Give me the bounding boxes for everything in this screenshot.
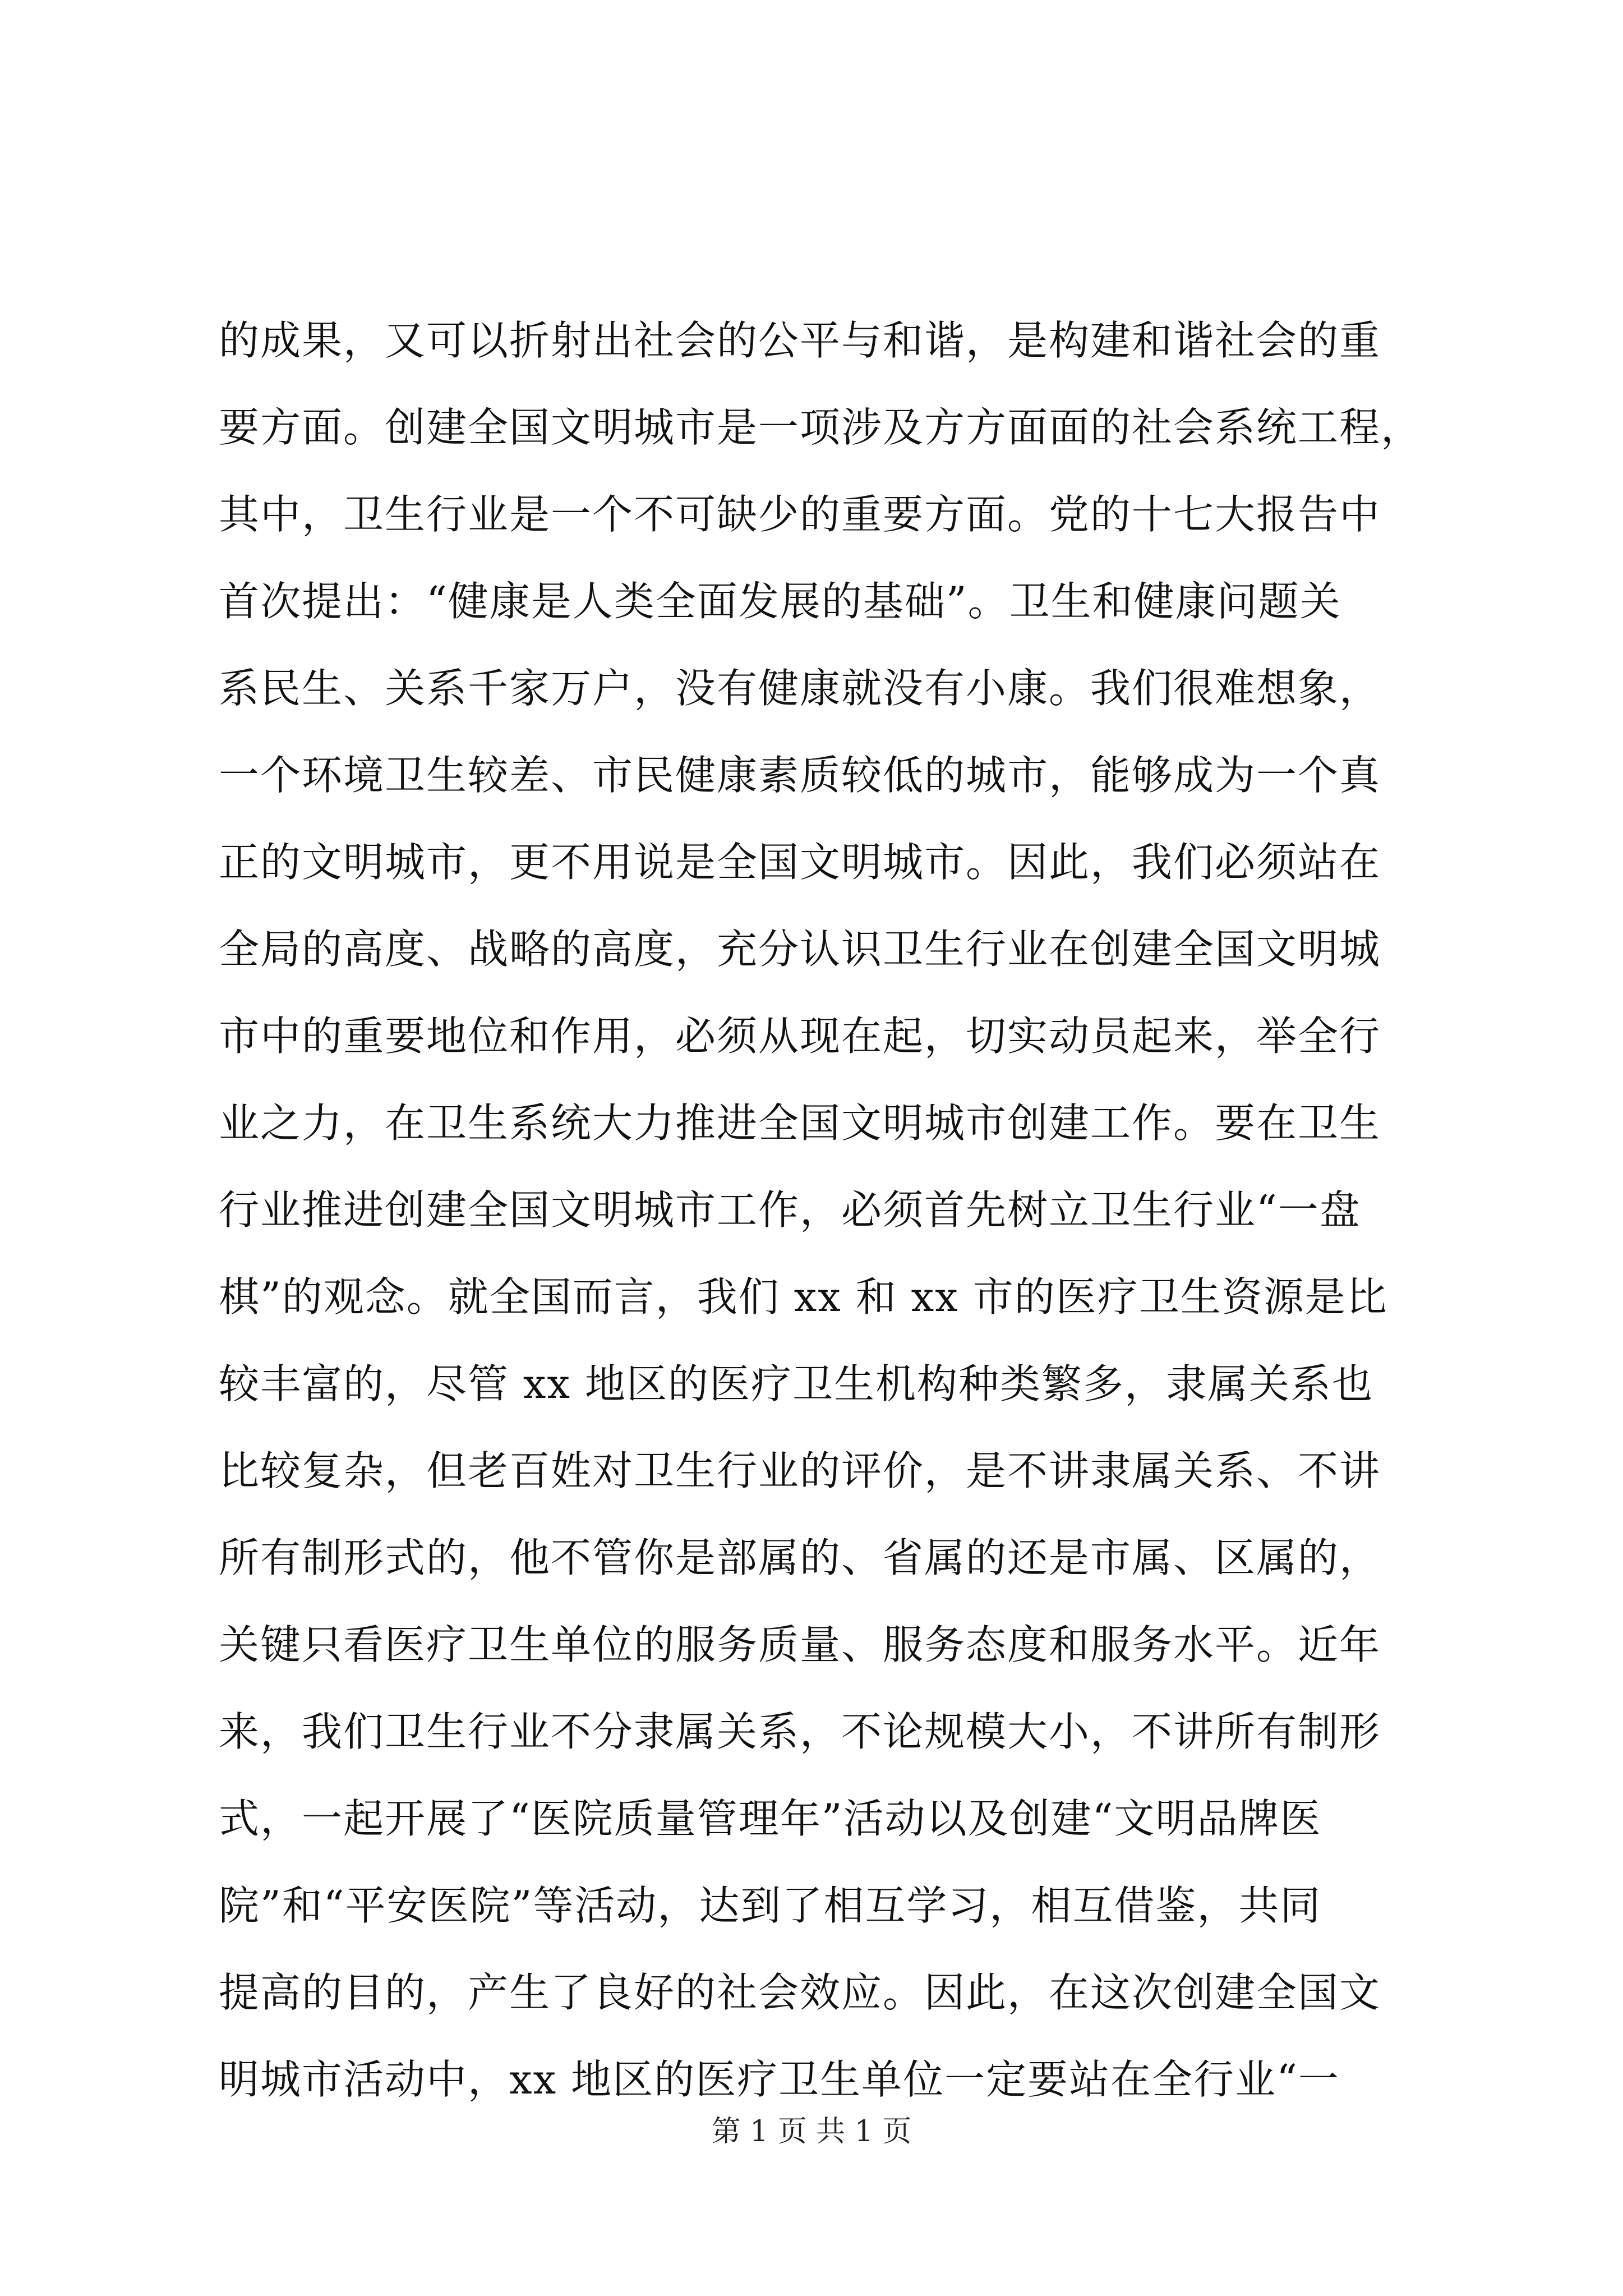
text-line-17: 来，我们卫生行业不分隶属关系，不论规模大小，不讲所有制形 <box>219 1708 1381 1755</box>
page-number-label: 第 1 页 共 1 页 <box>711 2115 912 2148</box>
text-line-2: 要方面。创建全国文明城市是一项涉及方方面面的社会系统工程， <box>219 404 1423 451</box>
text-line-16: 关键只看医疗卫生单位的服务质量、服务态度和服务水平。近年 <box>219 1621 1381 1668</box>
text-line-1: 的成果，又可以折射出社会的公平与和谐，是构建和谐社会的重 <box>219 317 1381 364</box>
text-line-21: 明城市活动中，xx 地区的医疗卫生单位一定要站在全行业“一 <box>219 2056 1340 2103</box>
text-line-13: 较丰富的，尽管 xx 地区的医疗卫生机构种类繁多，隶属关系也 <box>219 1360 1373 1407</box>
text-line-4: 首次提出：“健康是人类全面发展的基础”。卫生和健康问题关 <box>219 578 1341 625</box>
text-line-12: 棋”的观念。就全国而言，我们 xx 和 xx 市的医疗卫生资源是比 <box>219 1273 1388 1320</box>
body-text <box>219 297 1453 2123</box>
text-line-8: 全局的高度、战略的高度，充分认识卫生行业在创建全国文明城 <box>219 926 1381 973</box>
text-line-10: 业之力，在卫生系统大力推进全国文明城市创建工作。要在卫生 <box>219 1099 1381 1147</box>
text-line-6: 一个环境卫生较差、市民健康素质较低的城市，能够成为一个真 <box>219 752 1381 799</box>
page-footer <box>0 2109 1623 2154</box>
text-line-3: 其中，卫生行业是一个不可缺少的重要方面。党的十七大报告中 <box>219 491 1381 538</box>
text-line-19: 院”和“平安医院”等活动，达到了相互学习，相互借鉴，共同 <box>219 1882 1322 1929</box>
text-line-18: 式，一起开展了“医院质量管理年”活动以及创建“文明品牌医 <box>219 1795 1322 1842</box>
text-line-9: 市中的重要地位和作用，必须从现在起，切实动员起来，举全行 <box>219 1013 1381 1060</box>
text-line-7: 正的文明城市，更不用说是全国文明城市。因此，我们必须站在 <box>219 839 1381 886</box>
text-line-20: 提高的目的，产生了良好的社会效应。因此，在这次创建全国文 <box>219 1969 1381 2016</box>
text-line-14: 比较复杂，但老百姓对卫生行业的评价，是不讲隶属关系、不讲 <box>219 1447 1381 1494</box>
text-line-11: 行业推进创建全国文明城市工作，必须首先树立卫生行业“一盘 <box>219 1186 1361 1234</box>
text-line-5: 系民生、关系千家万户，没有健康就没有小康。我们很难想象， <box>219 665 1381 712</box>
text-line-15: 所有制形式的，他不管你是部属的、省属的还是市属、区属的， <box>219 1534 1381 1581</box>
